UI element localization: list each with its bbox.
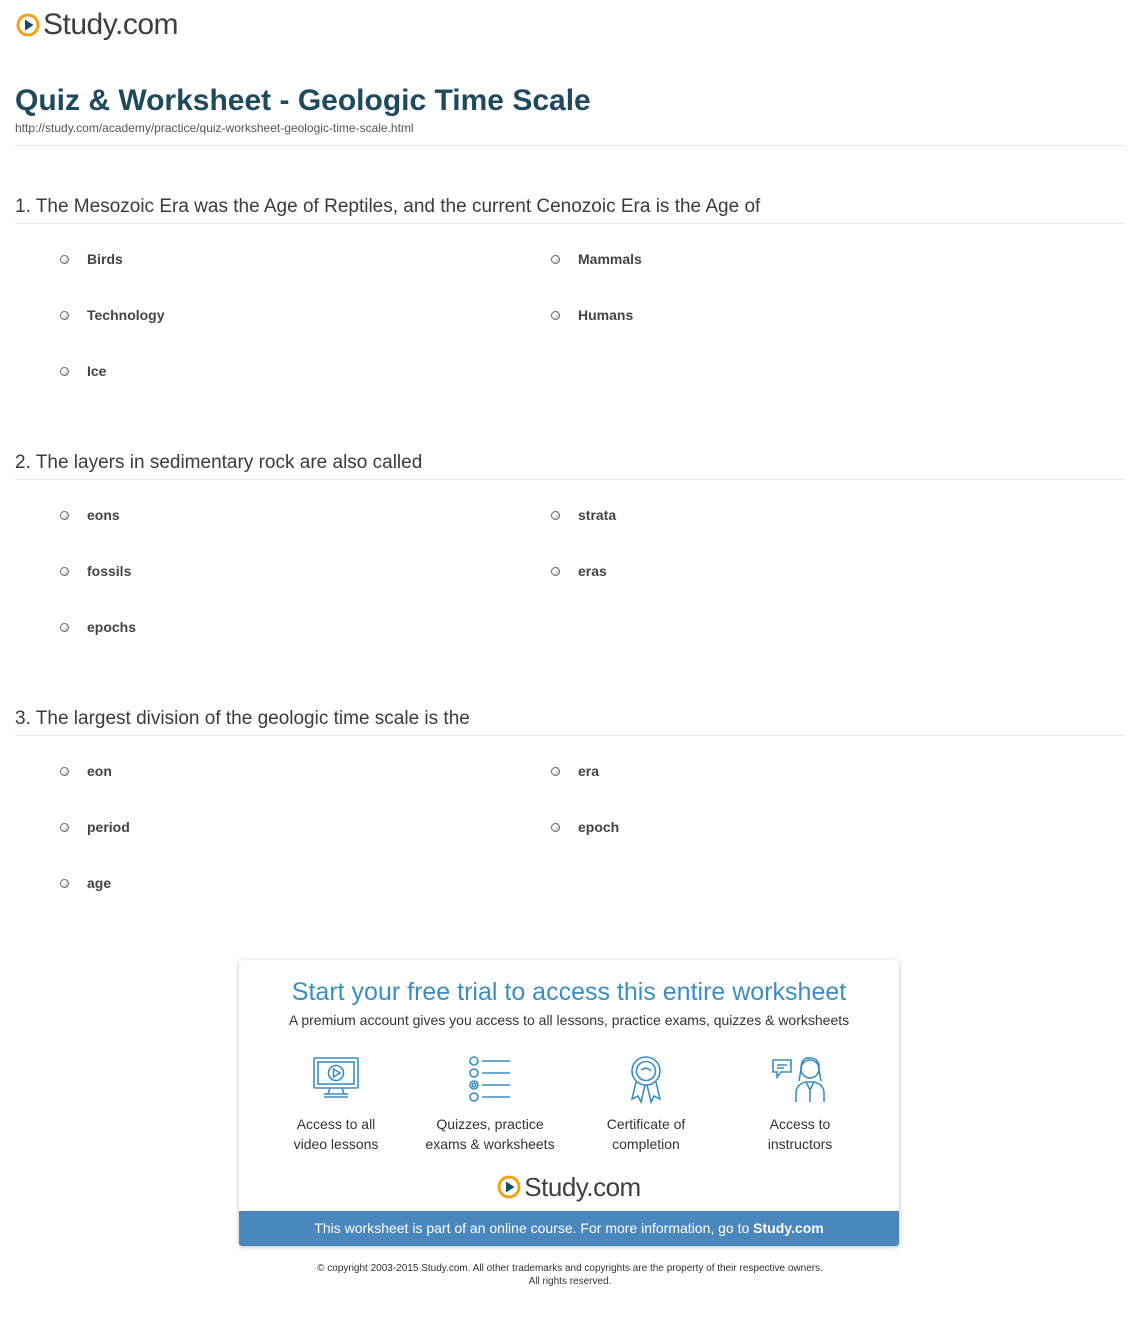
checklist-icon: [465, 1054, 515, 1104]
radio-button[interactable]: [60, 879, 69, 888]
feature-label-line2: video lessons: [293, 1136, 379, 1152]
course-info-bar: [239, 1211, 899, 1246]
feature-certificate: [571, 1054, 721, 1154]
radio-button[interactable]: [60, 823, 69, 832]
q1-option-4[interactable]: Humans: [551, 307, 633, 323]
feature-label-line1: Access to all: [296, 1116, 376, 1132]
radio-button[interactable]: [551, 823, 560, 832]
radio-button[interactable]: [60, 767, 69, 776]
copyright-line: © copyright 2003-2015 Study.com. All other trademarks and copyrights are the property of their respective owners.: [317, 1263, 823, 1274]
header-divider: [15, 145, 1125, 146]
q2-option-2[interactable]: strata: [551, 507, 616, 523]
radio-button[interactable]: [60, 311, 69, 320]
cta-study-logo[interactable]: [239, 1170, 899, 1204]
radio-button[interactable]: [551, 311, 560, 320]
radio-button[interactable]: [60, 567, 69, 576]
logo-text: Study.com: [524, 1172, 641, 1202]
radio-button[interactable]: [551, 767, 560, 776]
play-logo-icon: [497, 1175, 521, 1199]
question-1: 1. The Mesozoic Era was the Age of Reptiles, and the current Cenozoic Era is the Age of: [15, 196, 761, 217]
study-link[interactable]: Study.com: [753, 1220, 824, 1236]
feature-label-line2: instructors: [767, 1136, 833, 1152]
play-logo-icon: [16, 13, 40, 37]
feature-video-lessons: [261, 1054, 411, 1154]
feature-label-line1: Quizzes, practice: [436, 1116, 544, 1132]
course-info-text: This worksheet is part of an online course. For more information, go to: [314, 1220, 750, 1236]
free-trial-subtitle: A premium account gives you access to all lessons, practice exams, quizzes & worksheets: [288, 1012, 850, 1028]
feature-instructors: [725, 1054, 875, 1154]
q2-option-3[interactable]: fossils: [60, 563, 131, 579]
radio-button[interactable]: [60, 255, 69, 264]
q3-option-2[interactable]: era: [551, 763, 599, 779]
q3-option-1[interactable]: eon: [60, 763, 112, 779]
radio-button[interactable]: [551, 511, 560, 520]
q3-option-3[interactable]: period: [60, 819, 130, 835]
video-lesson-icon: [311, 1054, 361, 1104]
q3-option-5[interactable]: age: [60, 875, 111, 891]
logo-text: Study.com: [43, 8, 178, 41]
feature-quizzes: [415, 1054, 565, 1154]
question-2: 2. The layers in sedimentary rock are also called: [15, 452, 423, 473]
q1-option-2[interactable]: Mammals: [551, 251, 642, 267]
q1-option-3[interactable]: Technology: [60, 307, 165, 323]
feature-label-line1: Access to: [769, 1116, 831, 1132]
q2-option-4[interactable]: eras: [551, 563, 607, 579]
study-logo[interactable]: [16, 8, 178, 42]
instructor-icon: [770, 1054, 830, 1104]
feature-label-line2: exams & worksheets: [425, 1136, 555, 1152]
question-1-divider: [15, 223, 1125, 224]
radio-button[interactable]: [551, 567, 560, 576]
radio-button[interactable]: [60, 623, 69, 632]
q1-option-5[interactable]: Ice: [60, 363, 106, 379]
free-trial-panel: [239, 960, 899, 1246]
question-3-divider: [15, 735, 1125, 736]
q3-option-4[interactable]: epoch: [551, 819, 619, 835]
radio-button[interactable]: [60, 367, 69, 376]
copyright-footer: [0, 1262, 1140, 1288]
q2-option-5[interactable]: epochs: [60, 619, 136, 635]
page-title: Quiz & Worksheet - Geologic Time Scale: [15, 84, 591, 117]
q1-option-1[interactable]: Birds: [60, 251, 123, 267]
rights-line: All rights reserved.: [528, 1276, 612, 1287]
question-3: 3. The largest division of the geologic time scale is the: [15, 708, 470, 729]
question-2-divider: [15, 479, 1125, 480]
feature-label-line2: completion: [612, 1136, 680, 1152]
radio-button[interactable]: [551, 255, 560, 264]
page-url[interactable]: http://study.com/academy/practice/quiz-worksheet-geologic-time-scale.html: [15, 121, 414, 135]
radio-button[interactable]: [60, 511, 69, 520]
free-trial-title[interactable]: Start your free trial to access this entire worksheet: [291, 978, 847, 1006]
q2-option-1[interactable]: eons: [60, 507, 120, 523]
certificate-icon: [621, 1054, 671, 1104]
feature-label-line1: Certificate of: [606, 1116, 686, 1132]
